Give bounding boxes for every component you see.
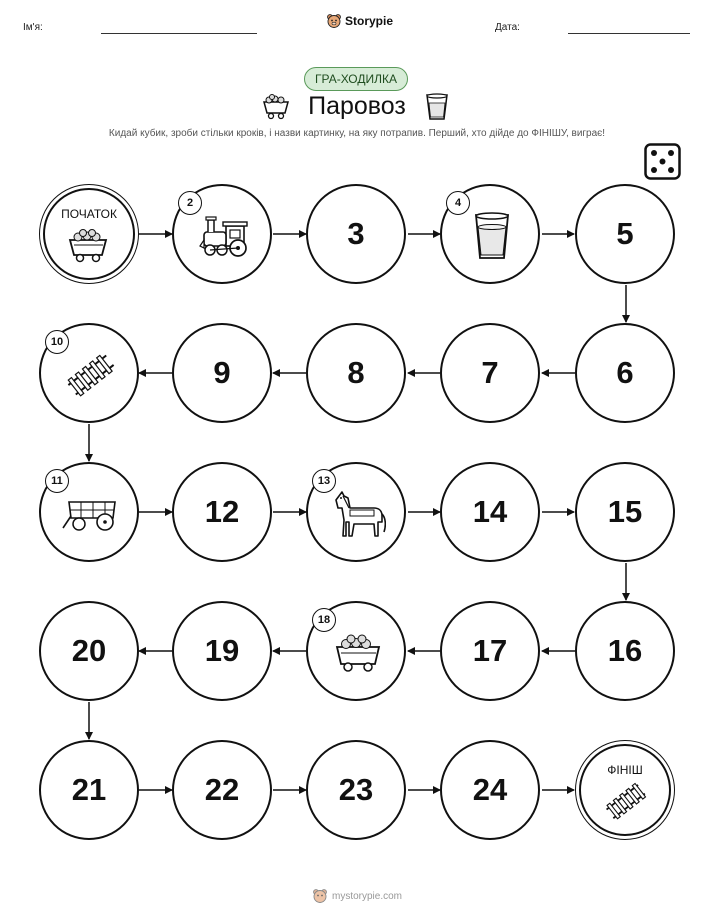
cell-12[interactable] [172,462,272,562]
glass-icon [472,210,512,262]
cell-9[interactable] [172,323,272,423]
cell-15[interactable] [575,462,675,562]
date-label: Дата: [495,22,520,33]
cell-10[interactable] [39,323,139,423]
cell-badge: 13 [312,469,336,493]
footer [0,888,714,904]
date-field[interactable] [568,33,690,34]
cell-24[interactable] [440,740,540,840]
cell-number: 24 [472,772,508,807]
cell-number: 3 [347,216,365,251]
rails-icon [65,351,117,399]
cell-number: 19 [204,633,240,668]
bear-logo-icon [312,888,328,904]
start-label: ПОЧАТОК [61,207,117,221]
footer-url[interactable]: mystorypie.com [331,890,402,902]
cell-badge: 10 [45,330,69,354]
finish-label: ФІНІШ [607,763,643,777]
name-label: Ім'я: [23,22,43,33]
glass-icon [424,92,450,122]
rails-icon [604,781,648,823]
cell-18[interactable] [306,601,406,701]
cell-4[interactable] [440,184,540,284]
brand-logo [326,13,393,29]
dice-icon[interactable] [644,143,681,180]
cell-5[interactable] [575,184,675,284]
cell-22[interactable] [172,740,272,840]
game-type-tag: ГРА-ХОДИЛКА [304,67,408,91]
cell-21[interactable] [39,740,139,840]
cell-number: 22 [204,772,240,807]
cell-number: 14 [472,494,508,529]
cell-number: 15 [607,494,643,529]
cell-number: 21 [71,772,107,807]
instructions: Кидай кубик, зроби стільки кроків, і назви картинку, на яку потрапив. Перший, хто дійде до ФІНІШУ, виграє! [108,128,606,139]
cell-number: 16 [607,633,643,668]
start-cell[interactable] [39,184,139,284]
cell-number: 20 [71,633,107,668]
horse-icon [330,486,386,542]
cell-19[interactable] [172,601,272,701]
page-title: Паровоз [308,92,406,120]
cell-number: 7 [481,355,499,390]
cell-7[interactable] [440,323,540,423]
name-field[interactable] [101,33,257,34]
cart-icon [66,227,110,263]
finish-cell[interactable] [575,740,675,840]
cell-number: 6 [616,355,634,390]
cell-badge: 18 [312,608,336,632]
cell-number: 23 [338,772,374,807]
cell-14[interactable] [440,462,540,562]
locomotive-icon [196,212,252,260]
cell-8[interactable] [306,323,406,423]
cell-6[interactable] [575,323,675,423]
cell-13[interactable] [306,462,406,562]
wagon-icon [61,492,121,536]
cart-icon [333,633,383,673]
cell-badge: 2 [178,191,202,215]
cell-3[interactable] [306,184,406,284]
cell-number: 8 [347,355,365,390]
cell-number: 17 [472,633,508,668]
cell-16[interactable] [575,601,675,701]
cell-11[interactable] [39,462,139,562]
cell-20[interactable] [39,601,139,701]
cell-number: 5 [616,216,634,251]
cell-17[interactable] [440,601,540,701]
bear-logo-icon [326,13,342,29]
cell-badge: 4 [446,191,470,215]
cell-badge: 11 [45,469,69,493]
cell-23[interactable] [306,740,406,840]
cell-number: 9 [213,355,231,390]
cell-number: 12 [204,494,240,529]
brand-name: Storypie [345,14,394,28]
cell-2[interactable] [172,184,272,284]
